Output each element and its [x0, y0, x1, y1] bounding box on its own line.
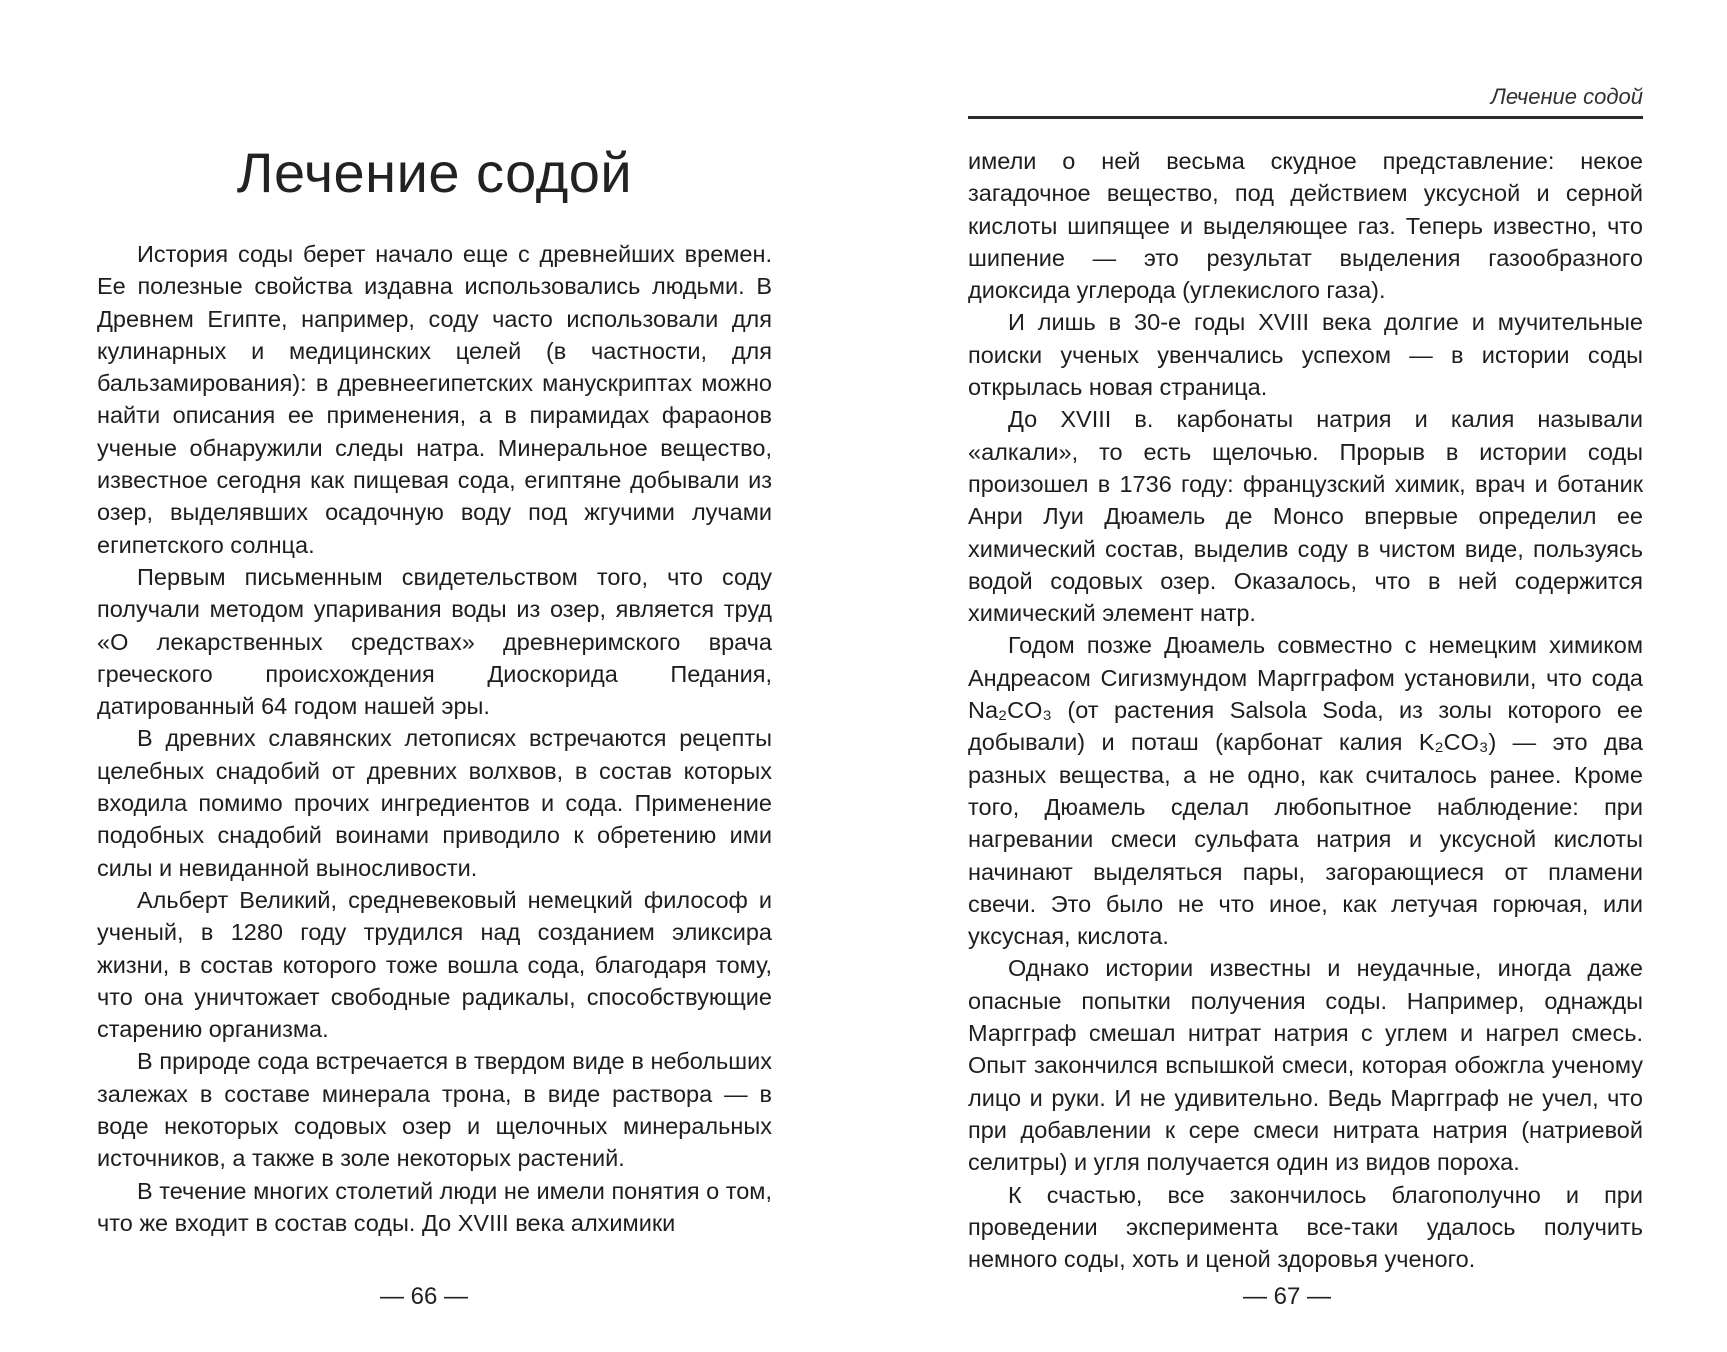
paragraph: В древних славянских летописях встречаются рецепты целебных снадобий от древних волхвов, в состав которых входила помимо прочих ингредиентов и сода. Применение подобных снадобий воинами приводило к обретению ими силы и невиданной выносливости.	[97, 725, 772, 881]
left-text-block	[97, 238, 772, 1239]
paragraph: Альберт Великий, средневековый немецкий философ и ученый, в 1280 году трудился над созданием эликсира жизни, в состав которого тоже вошла сода, благодаря тому, что она уничтожает свободные радикалы, способствующие старению организма.	[97, 886, 772, 1043]
paragraph: До XVIII в. карбонаты натрия и калия называли «алкали», то есть щелочью. Прорыв в истории соды произошел в 1736 году: французский химик, врач и ботаник Анри Луи Дюамель де Монсо впервые определил ее химический состав, выделив соду в чистом виде, пользуясь водой содовых озер. Оказалось, что в ней содержится химический элемент натр.	[968, 406, 1643, 627]
paragraph-continued: имели о ней весьма скудное представление: некое загадочное вещество, под действием уксусной и серной кислоты шипящее и выделяющее газ. Теперь известно, что шипение — это результат выделения газообразного диоксида углерода (углекислого газа).	[968, 148, 1643, 304]
paragraph: К счастью, все закончилось благополучно и при проведении эксперимента все-таки удалось получить немного соды, хоть и ценой здоровья ученого.	[968, 1181, 1643, 1273]
running-head-rule	[968, 116, 1643, 119]
paragraph: Годом позже Дюамель совместно с немецким химиком Андреасом Сигизмундом Маргграфом установили, что сода Na₂CO₃ (от растения Salsola Soda, из золы которого ее добывали) и поташ (карбонат калия K₂CO₃) — это два разных вещества, а не одно, как считалось ранее. Кроме того, Дюамель сделал любопытное наблюдение: при нагревании смеси сульфата натрия и уксусной кислоты начинают выделяться пары, загорающиеся от пламени свечи. Это было не что иное, как летучая горючая, или уксусная, кислота.	[968, 632, 1643, 950]
left-page	[0, 0, 863, 1352]
paragraph: И лишь в 30-е годы XVIII века долгие и мучительные поиски ученых увенчались успехом — в истории соды открылась новая страница.	[968, 309, 1643, 401]
running-head: Лечение содой	[1490, 84, 1643, 109]
chapter-title: Лечение содой	[236, 141, 633, 204]
paragraph: Однако истории известны и неудачные, иногда даже опасные попытки получения соды. Например, однажды Маргграф смешал нитрат натрия с углем и нагрел смесь. Опыт закончился вспышкой смеси, которая обожгла ученому лицо и руки. И не удивительно. Ведь Маргграф не учел, что при добавлении к сере смеси нитрата натрия (натриевой селитры) и угля получается один из видов пороха.	[968, 955, 1643, 1176]
paragraph: Первым письменным свидетельством того, что соду получали методом упаривания воды из озер, является труд «О лекарственных средствах» древнеримского врача греческого происхождения Диоскорида Педания, датированный 64 годом нашей эры.	[97, 563, 772, 720]
page-number-right: — 67 —	[1243, 1283, 1332, 1310]
paragraph: История соды берет начало еще с древнейших времен. Ее полезные свойства издавна использовались людьми. В Древнем Египте, например, соду часто использовали для кулинарных и медицинских целей (в частности, для бальзамирования): в древнеегипетских манускриптах можно найти описания ее применения, а в пирамидах фараонов ученые обнаружили следы натра. Минеральное вещество, известное сегодня как пищевая сода, египтяне добывали из озер, выделявших осадочную воду под жгучими лучами египетского солнца.	[97, 241, 772, 558]
right-text-block	[968, 145, 1643, 1275]
page-number-left: — 66 —	[380, 1283, 469, 1310]
paragraph: В течение многих столетий люди не имели понятия о том, что же входит в состав соды. До XVIII века алхимики	[97, 1177, 772, 1236]
paragraph: В природе сода встречается в твердом виде в небольших залежах в составе минерала трона, в виде раствора — в воде некоторых содовых озер и щелочных минеральных источников, а также в золе некоторых растений.	[97, 1048, 772, 1172]
right-page	[863, 0, 1727, 1352]
